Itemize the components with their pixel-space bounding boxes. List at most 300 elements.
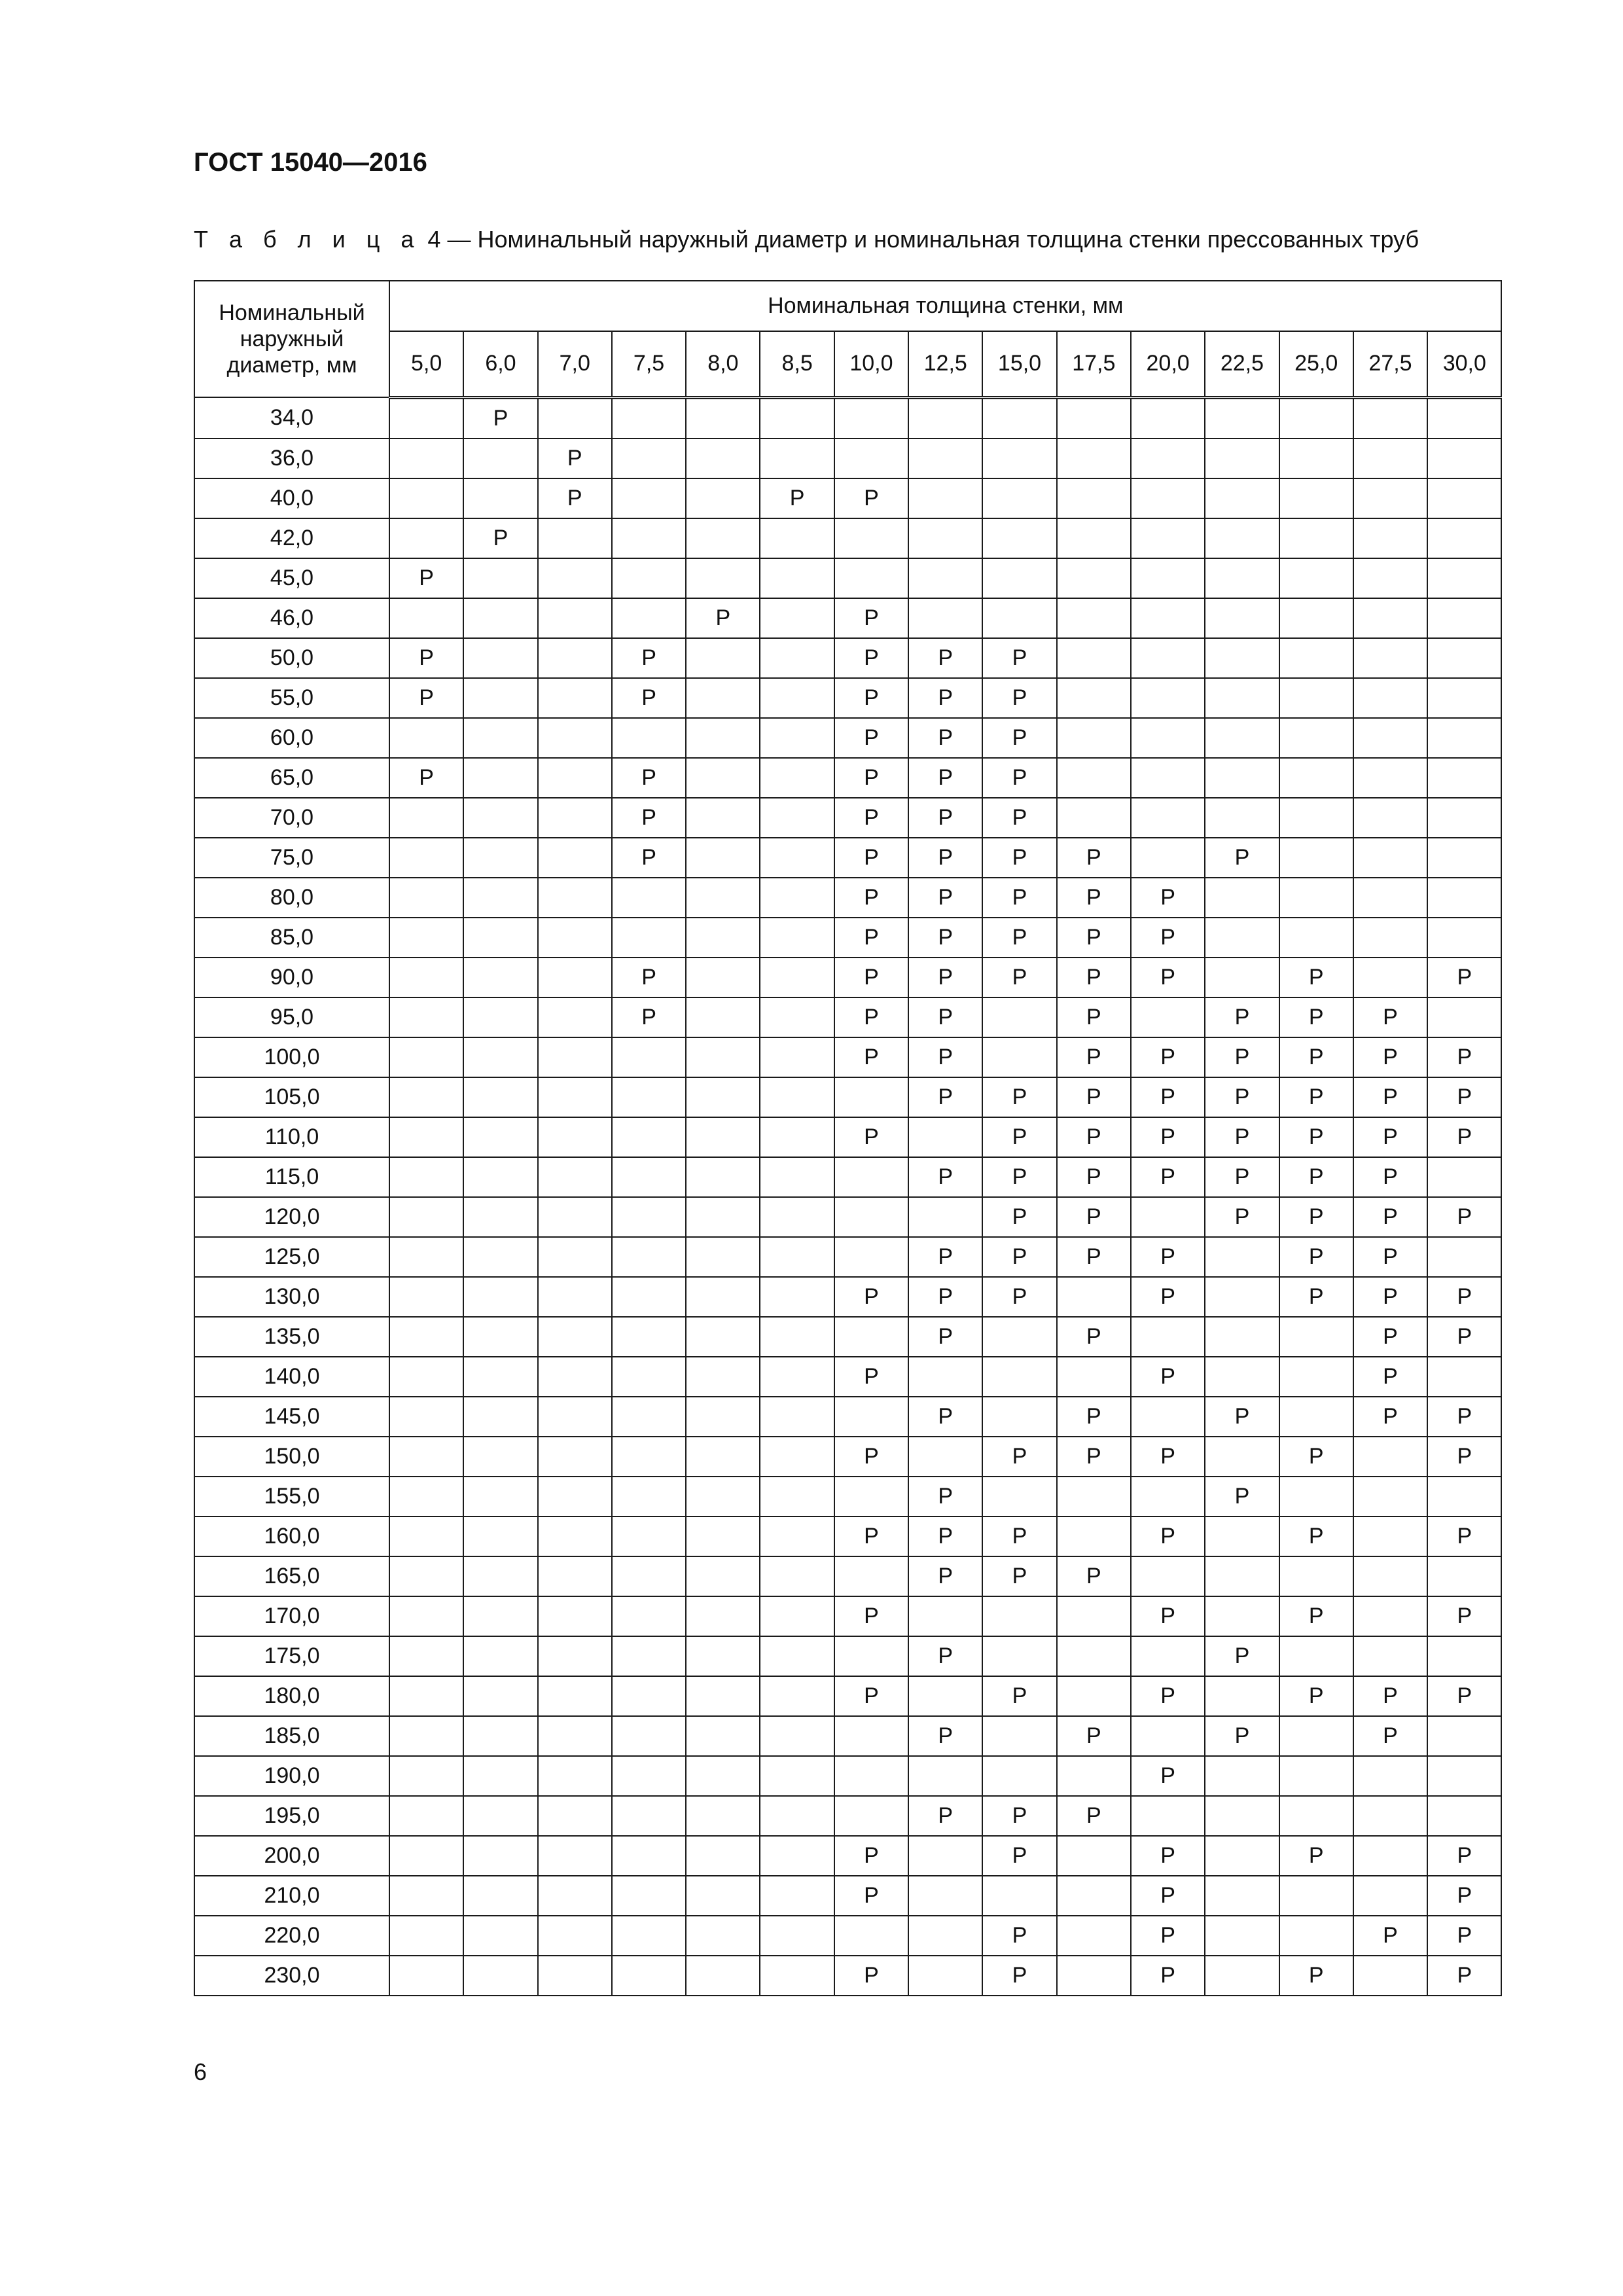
empty-cell: [1205, 598, 1279, 638]
mark-cell: Р: [908, 798, 982, 838]
table-row: [194, 1317, 1501, 1357]
mark-cell: Р: [982, 638, 1056, 678]
empty-cell: [463, 1037, 537, 1077]
empty-cell: [982, 1596, 1056, 1636]
empty-cell: [538, 598, 612, 638]
empty-cell: [389, 1237, 463, 1277]
mark-cell: Р: [982, 1796, 1056, 1836]
empty-cell: [1279, 439, 1353, 478]
diameter-cell: 210,0: [194, 1876, 389, 1916]
mark-cell: Р: [612, 997, 686, 1037]
thickness-column-header: 5,0: [389, 331, 463, 397]
empty-cell: [1427, 838, 1501, 878]
mark-cell: Р: [1205, 838, 1279, 878]
empty-cell: [1057, 758, 1131, 798]
empty-cell: [982, 478, 1056, 518]
empty-cell: [908, 558, 982, 598]
empty-cell: [463, 1077, 537, 1117]
empty-cell: [982, 558, 1056, 598]
diameter-cell: 100,0: [194, 1037, 389, 1077]
empty-cell: [982, 1397, 1056, 1437]
mark-cell: Р: [1131, 1237, 1205, 1277]
empty-cell: [612, 598, 686, 638]
empty-cell: [1427, 718, 1501, 758]
empty-cell: [1131, 718, 1205, 758]
empty-cell: [982, 1756, 1056, 1796]
empty-cell: [612, 1317, 686, 1357]
empty-cell: [1427, 1357, 1501, 1397]
empty-cell: [463, 1716, 537, 1756]
mark-cell: Р: [1427, 1516, 1501, 1556]
empty-cell: [760, 678, 834, 718]
empty-cell: [908, 1117, 982, 1157]
empty-cell: [1279, 558, 1353, 598]
empty-cell: [389, 1117, 463, 1157]
empty-cell: [463, 1916, 537, 1956]
empty-cell: [834, 1916, 908, 1956]
diameter-cell: 185,0: [194, 1716, 389, 1756]
empty-cell: [1205, 718, 1279, 758]
empty-cell: [1353, 478, 1427, 518]
mark-cell: Р: [908, 997, 982, 1037]
empty-cell: [760, 1277, 834, 1317]
empty-cell: [389, 1876, 463, 1916]
thickness-column-header: 7,5: [612, 331, 686, 397]
empty-cell: [1205, 1556, 1279, 1596]
empty-cell: [389, 478, 463, 518]
empty-cell: [612, 1037, 686, 1077]
empty-cell: [686, 1956, 760, 1996]
empty-cell: [834, 558, 908, 598]
empty-cell: [538, 638, 612, 678]
empty-cell: [1427, 878, 1501, 918]
mark-cell: Р: [908, 838, 982, 878]
mark-cell: Р: [908, 1796, 982, 1836]
diameter-cell: 50,0: [194, 638, 389, 678]
empty-cell: [538, 1556, 612, 1596]
empty-cell: [1205, 1357, 1279, 1397]
table-row: [194, 1796, 1501, 1836]
empty-cell: [834, 518, 908, 558]
diameter-cell: 42,0: [194, 518, 389, 558]
empty-cell: [538, 397, 612, 439]
empty-cell: [612, 1636, 686, 1676]
empty-cell: [760, 798, 834, 838]
empty-cell: [538, 1676, 612, 1716]
empty-cell: [908, 1916, 982, 1956]
empty-cell: [686, 1397, 760, 1437]
mark-cell: Р: [1131, 1516, 1205, 1556]
mark-cell: Р: [908, 1077, 982, 1117]
empty-cell: [538, 1596, 612, 1636]
empty-cell: [760, 1357, 834, 1397]
empty-cell: [686, 439, 760, 478]
table-row: [194, 1037, 1501, 1077]
table-row: [194, 1117, 1501, 1157]
diameter-cell: 105,0: [194, 1077, 389, 1117]
empty-cell: [686, 958, 760, 997]
table-row: [194, 1556, 1501, 1596]
diameter-cell: 160,0: [194, 1516, 389, 1556]
mark-cell: Р: [1279, 1277, 1353, 1317]
empty-cell: [1353, 1796, 1427, 1836]
table-row: [194, 1836, 1501, 1876]
mark-cell: Р: [1057, 1117, 1131, 1157]
mark-cell: Р: [1131, 1357, 1205, 1397]
empty-cell: [1427, 1716, 1501, 1756]
empty-cell: [612, 1956, 686, 1996]
empty-cell: [463, 1516, 537, 1556]
empty-cell: [760, 838, 834, 878]
empty-cell: [908, 1676, 982, 1716]
empty-cell: [1057, 1636, 1131, 1676]
empty-cell: [389, 997, 463, 1037]
mark-cell: Р: [1353, 1197, 1427, 1237]
mark-cell: Р: [1131, 1836, 1205, 1876]
empty-cell: [1131, 478, 1205, 518]
empty-cell: [1279, 1916, 1353, 1956]
empty-cell: [389, 878, 463, 918]
empty-cell: [760, 1556, 834, 1596]
empty-cell: [538, 878, 612, 918]
tube-dimensions-table: [194, 280, 1502, 1996]
mark-cell: Р: [1057, 1197, 1131, 1237]
mark-cell: Р: [1353, 997, 1427, 1037]
mark-cell: Р: [908, 918, 982, 958]
table-row: [194, 838, 1501, 878]
empty-cell: [686, 1477, 760, 1516]
empty-cell: [982, 1636, 1056, 1676]
empty-cell: [760, 1836, 834, 1876]
empty-cell: [538, 1117, 612, 1157]
document-code: ГОСТ 15040—2016: [194, 148, 427, 177]
table-caption-text: — Номинальный наружный диаметр и номинальная толщина стенки прессованных труб: [440, 226, 1419, 253]
empty-cell: [538, 758, 612, 798]
mark-cell: Р: [834, 1676, 908, 1716]
empty-cell: [1353, 1477, 1427, 1516]
empty-cell: [538, 1876, 612, 1916]
empty-cell: [686, 838, 760, 878]
mark-cell: Р: [1057, 1077, 1131, 1117]
empty-cell: [389, 1197, 463, 1237]
mark-cell: Р: [1427, 1037, 1501, 1077]
empty-cell: [463, 1437, 537, 1477]
table-row: [194, 1397, 1501, 1437]
empty-cell: [760, 918, 834, 958]
mark-cell: Р: [1057, 1397, 1131, 1437]
mark-cell: Р: [1279, 1037, 1353, 1077]
mark-cell: Р: [1353, 1157, 1427, 1197]
empty-cell: [834, 1317, 908, 1357]
mark-cell: Р: [908, 878, 982, 918]
empty-cell: [1353, 1956, 1427, 1996]
empty-cell: [1057, 1876, 1131, 1916]
empty-cell: [834, 1636, 908, 1676]
mark-cell: Р: [1205, 1477, 1279, 1516]
empty-cell: [538, 1437, 612, 1477]
empty-cell: [686, 798, 760, 838]
empty-cell: [982, 1477, 1056, 1516]
table-row: [194, 1277, 1501, 1317]
empty-cell: [463, 758, 537, 798]
empty-cell: [760, 758, 834, 798]
table-row: [194, 478, 1501, 518]
diameter-cell: 180,0: [194, 1676, 389, 1716]
empty-cell: [686, 558, 760, 598]
mark-cell: Р: [1353, 1237, 1427, 1277]
table-row: [194, 1477, 1501, 1516]
empty-cell: [760, 598, 834, 638]
mark-cell: Р: [1279, 1437, 1353, 1477]
empty-cell: [686, 1516, 760, 1556]
mark-cell: Р: [834, 1956, 908, 1996]
empty-cell: [1279, 1317, 1353, 1357]
empty-cell: [1353, 598, 1427, 638]
empty-cell: [1279, 1876, 1353, 1916]
mark-cell: Р: [1353, 1676, 1427, 1716]
mark-cell: Р: [1131, 918, 1205, 958]
mark-cell: Р: [834, 638, 908, 678]
empty-cell: [1279, 1357, 1353, 1397]
mark-cell: Р: [389, 558, 463, 598]
empty-cell: [463, 718, 537, 758]
empty-cell: [1131, 1477, 1205, 1516]
empty-cell: [760, 878, 834, 918]
mark-cell: Р: [1205, 1716, 1279, 1756]
empty-cell: [389, 1836, 463, 1876]
mark-cell: Р: [834, 598, 908, 638]
empty-cell: [834, 397, 908, 439]
empty-cell: [686, 878, 760, 918]
empty-cell: [760, 1956, 834, 1996]
empty-cell: [1353, 798, 1427, 838]
empty-cell: [760, 1876, 834, 1916]
empty-cell: [908, 439, 982, 478]
empty-cell: [1427, 1237, 1501, 1277]
empty-cell: [389, 1437, 463, 1477]
mark-cell: Р: [1279, 1157, 1353, 1197]
empty-cell: [1131, 1197, 1205, 1237]
diameter-cell: 200,0: [194, 1836, 389, 1876]
mark-cell: Р: [1205, 1157, 1279, 1197]
empty-cell: [1279, 798, 1353, 838]
table-caption-number: 4: [427, 226, 441, 253]
empty-cell: [908, 518, 982, 558]
empty-cell: [463, 598, 537, 638]
mark-cell: Р: [834, 1836, 908, 1876]
mark-cell: Р: [908, 1636, 982, 1676]
mark-cell: Р: [463, 518, 537, 558]
empty-cell: [1279, 1756, 1353, 1796]
diameter-cell: 70,0: [194, 798, 389, 838]
mark-cell: Р: [1427, 1876, 1501, 1916]
diameter-cell: 80,0: [194, 878, 389, 918]
thickness-column-header: 12,5: [908, 331, 982, 397]
mark-cell: Р: [1057, 1317, 1131, 1357]
empty-cell: [982, 1317, 1056, 1357]
mark-cell: Р: [834, 878, 908, 918]
empty-cell: [538, 997, 612, 1037]
empty-cell: [834, 1157, 908, 1197]
empty-cell: [389, 1516, 463, 1556]
empty-cell: [463, 478, 537, 518]
empty-cell: [1131, 558, 1205, 598]
mark-cell: Р: [908, 1277, 982, 1317]
empty-cell: [1353, 1876, 1427, 1916]
empty-cell: [760, 1157, 834, 1197]
mark-cell: Р: [1279, 1237, 1353, 1277]
mark-cell: Р: [834, 1277, 908, 1317]
empty-cell: [463, 958, 537, 997]
diameter-cell: 175,0: [194, 1636, 389, 1676]
mark-cell: Р: [908, 1037, 982, 1077]
mark-cell: Р: [834, 1037, 908, 1077]
empty-cell: [1131, 758, 1205, 798]
empty-cell: [1279, 1716, 1353, 1756]
mark-cell: Р: [982, 1277, 1056, 1317]
empty-cell: [1205, 478, 1279, 518]
empty-cell: [1427, 798, 1501, 838]
empty-cell: [463, 1556, 537, 1596]
empty-cell: [612, 1516, 686, 1556]
mark-cell: Р: [1279, 1956, 1353, 1996]
empty-cell: [686, 1676, 760, 1716]
empty-cell: [1279, 518, 1353, 558]
diameter-cell: 110,0: [194, 1117, 389, 1157]
empty-cell: [686, 1836, 760, 1876]
table-row: [194, 1237, 1501, 1277]
diameter-cell: 125,0: [194, 1237, 389, 1277]
mark-cell: Р: [389, 678, 463, 718]
mark-cell: Р: [389, 758, 463, 798]
table-row: [194, 1077, 1501, 1117]
table-row: [194, 798, 1501, 838]
empty-cell: [686, 1796, 760, 1836]
mark-cell: Р: [834, 1117, 908, 1157]
mark-cell: Р: [834, 718, 908, 758]
empty-cell: [463, 1676, 537, 1716]
empty-cell: [686, 518, 760, 558]
empty-cell: [463, 1596, 537, 1636]
empty-cell: [1131, 1397, 1205, 1437]
table-row: [194, 997, 1501, 1037]
empty-cell: [1131, 798, 1205, 838]
empty-cell: [389, 1397, 463, 1437]
empty-cell: [1205, 1756, 1279, 1796]
empty-cell: [1205, 1956, 1279, 1996]
mark-cell: Р: [982, 1077, 1056, 1117]
mark-cell: Р: [760, 478, 834, 518]
mark-cell: Р: [1427, 1317, 1501, 1357]
empty-cell: [982, 997, 1056, 1037]
empty-cell: [1131, 1796, 1205, 1836]
thickness-group-header: Номинальная толщина стенки, мм: [389, 281, 1501, 331]
empty-cell: [389, 1636, 463, 1676]
table-row: [194, 1357, 1501, 1397]
table-row: [194, 598, 1501, 638]
mark-cell: Р: [1131, 1157, 1205, 1197]
empty-cell: [1279, 718, 1353, 758]
table-caption-label: Т а б л и ц а: [194, 226, 421, 253]
empty-cell: [686, 1077, 760, 1117]
empty-cell: [686, 918, 760, 958]
empty-cell: [389, 1157, 463, 1197]
empty-cell: [686, 1876, 760, 1916]
empty-cell: [760, 997, 834, 1037]
empty-cell: [982, 439, 1056, 478]
mark-cell: Р: [1279, 1676, 1353, 1716]
empty-cell: [686, 478, 760, 518]
table-row: [194, 558, 1501, 598]
empty-cell: [1057, 1956, 1131, 1996]
empty-cell: [1279, 397, 1353, 439]
empty-cell: [389, 1596, 463, 1636]
mark-cell: Р: [908, 638, 982, 678]
empty-cell: [760, 718, 834, 758]
empty-cell: [1353, 878, 1427, 918]
mark-cell: Р: [1057, 1437, 1131, 1477]
mark-cell: Р: [1353, 1317, 1427, 1357]
empty-cell: [1353, 638, 1427, 678]
page-number: 6: [194, 2058, 207, 2085]
empty-cell: [1353, 678, 1427, 718]
empty-cell: [1131, 1636, 1205, 1676]
table-caption: [194, 228, 1419, 251]
empty-cell: [612, 918, 686, 958]
empty-cell: [1427, 397, 1501, 439]
mark-cell: Р: [908, 1556, 982, 1596]
empty-cell: [389, 397, 463, 439]
empty-cell: [1279, 1397, 1353, 1437]
empty-cell: [538, 958, 612, 997]
empty-cell: [760, 1676, 834, 1716]
diameter-cell: 130,0: [194, 1277, 389, 1317]
mark-cell: Р: [1131, 1437, 1205, 1477]
mark-cell: Р: [1427, 1397, 1501, 1437]
empty-cell: [760, 1317, 834, 1357]
empty-cell: [686, 1037, 760, 1077]
empty-cell: [1427, 598, 1501, 638]
mark-cell: Р: [834, 1596, 908, 1636]
empty-cell: [463, 997, 537, 1037]
empty-cell: [538, 678, 612, 718]
empty-cell: [1131, 598, 1205, 638]
empty-cell: [1057, 1477, 1131, 1516]
empty-cell: [834, 1077, 908, 1117]
empty-cell: [1353, 1516, 1427, 1556]
mark-cell: Р: [612, 958, 686, 997]
diameter-cell: 60,0: [194, 718, 389, 758]
empty-cell: [686, 1357, 760, 1397]
empty-cell: [686, 1317, 760, 1357]
mark-cell: Р: [1427, 958, 1501, 997]
mark-cell: Р: [1279, 1117, 1353, 1157]
empty-cell: [1057, 678, 1131, 718]
table-row: [194, 718, 1501, 758]
empty-cell: [538, 1836, 612, 1876]
empty-cell: [538, 1956, 612, 1996]
mark-cell: Р: [1057, 1716, 1131, 1756]
empty-cell: [1131, 439, 1205, 478]
mark-cell: Р: [1057, 1556, 1131, 1596]
diameter-cell: 75,0: [194, 838, 389, 878]
mark-cell: Р: [982, 798, 1056, 838]
mark-cell: Р: [538, 439, 612, 478]
empty-cell: [1057, 1916, 1131, 1956]
mark-cell: Р: [1131, 1876, 1205, 1916]
empty-cell: [463, 878, 537, 918]
empty-cell: [686, 1596, 760, 1636]
